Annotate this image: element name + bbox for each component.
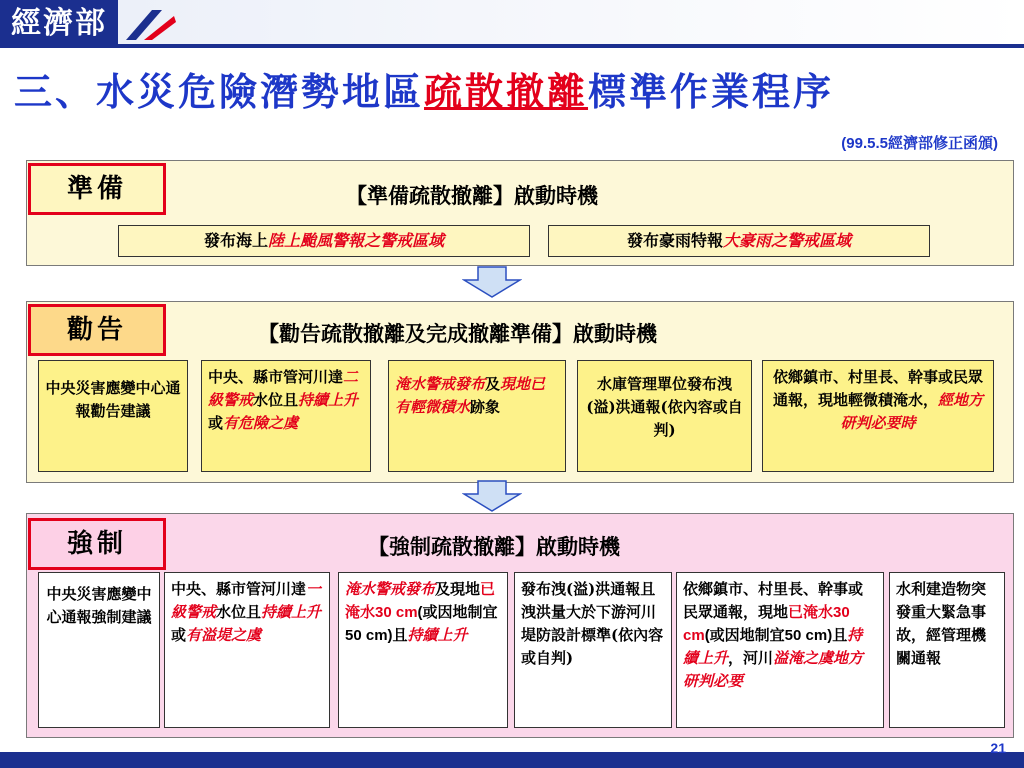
- top-banner-stripe: [0, 44, 1024, 48]
- text: 已淹水30 cm: [345, 581, 496, 621]
- text: 依鄉鎮市、村里長、幹事或民眾通報，現地輕微積淹水，: [772, 368, 983, 409]
- force-local-report-box: [676, 572, 884, 728]
- text: 水位且: [216, 603, 262, 621]
- title-highlight: 疏散撤離: [424, 69, 589, 114]
- text: 中央、縣市管河川達: [171, 580, 307, 598]
- force-stage-label: 強制: [28, 518, 166, 570]
- text: 跡象: [470, 398, 501, 416]
- trigger1-highlight: 陸上颱風警報之警戒區域: [268, 231, 445, 250]
- force-discharge-box: 發布洩(溢)洪通報且洩洪量大於下游河川堤防設計標準(依內容或自判): [514, 572, 672, 728]
- text: 經地方研判必要時: [840, 391, 984, 432]
- advise-central-center-box: 中央災害應變中心通報勸告建議: [38, 360, 188, 472]
- page-number: 21: [990, 740, 1006, 756]
- text: ，河川: [728, 649, 774, 667]
- ministry-logo: 經濟部: [0, 0, 118, 48]
- text: 溢淹之虞: [773, 649, 834, 667]
- advise-local-report-box: [762, 360, 994, 472]
- text: 及現地: [435, 580, 481, 598]
- text: 淹水警戒發布: [345, 580, 436, 598]
- advise-flood-warning-box: [388, 360, 566, 472]
- text: 現地已有輕微積水: [395, 375, 546, 416]
- advise-river-level-box: [201, 360, 371, 472]
- text: 及: [485, 375, 501, 393]
- revision-note: (99.5.5經濟部修正函頒): [841, 135, 998, 152]
- title-prefix: 三、水災危險潛勢地區: [14, 69, 425, 114]
- text: 持續上升: [298, 391, 359, 409]
- force-heading: 【強制疏散撤離】啟動時機: [368, 534, 620, 559]
- text: 淹水警戒發布: [395, 375, 486, 393]
- text: 二級警戒: [208, 368, 359, 409]
- text: 中央、縣市管河川達: [208, 368, 344, 386]
- text: 已淹水30 cm: [683, 604, 850, 644]
- text: 或: [208, 414, 224, 432]
- text: 持續上升: [261, 603, 322, 621]
- down-arrow-icon: [462, 480, 522, 512]
- text: (或因地制宜50 cm)且: [345, 604, 498, 644]
- force-hydraulic-structure-box: 水利建造物突發重大緊急事故，經管理機關通報: [889, 572, 1005, 728]
- bottom-banner: [0, 752, 1024, 768]
- title-suffix: 標準作業程序: [588, 69, 835, 114]
- text: 持續上升: [407, 626, 468, 644]
- force-river-level-box: [164, 572, 330, 728]
- text: (或因地制宜50 cm)且: [704, 627, 848, 644]
- prepare-heading: 【準備疏散撤離】啟動時機: [346, 183, 598, 208]
- text: 持續上升: [683, 626, 863, 667]
- text: 依鄉鎮市、村里長、幹事或民眾通報，現地: [683, 580, 864, 621]
- advise-heading: 【勸告疏散撤離及完成撤離準備】啟動時機: [258, 321, 657, 346]
- trigger2-prefix: 發布豪雨特報: [626, 231, 723, 250]
- text: 地方研判必要: [683, 649, 864, 690]
- text: 有危險之虞: [223, 414, 299, 432]
- text: 水位且: [253, 391, 299, 409]
- text: 或: [171, 626, 187, 644]
- text: 一級警戒: [171, 580, 322, 621]
- page-title: [14, 66, 834, 118]
- advise-reservoir-box: 水庫管理單位發布洩(溢)洪通報(依內容或自判): [577, 360, 752, 472]
- typhoon-warning-trigger: [118, 225, 530, 257]
- text: 有溢堤之虞: [186, 626, 262, 644]
- heavy-rain-trigger: [548, 225, 930, 257]
- trigger1-prefix: 發布海上: [203, 231, 268, 250]
- force-flood-warning-box: [338, 572, 508, 728]
- logo-swoosh-icon: [122, 6, 178, 44]
- advise-stage-label: 勸告: [28, 304, 166, 356]
- prepare-stage-label: 準備: [28, 163, 166, 215]
- force-central-center-box: 中央災害應變中心通報強制建議: [38, 572, 160, 728]
- trigger2-highlight: 大豪雨之警戒區域: [723, 231, 852, 250]
- down-arrow-icon: [462, 266, 522, 298]
